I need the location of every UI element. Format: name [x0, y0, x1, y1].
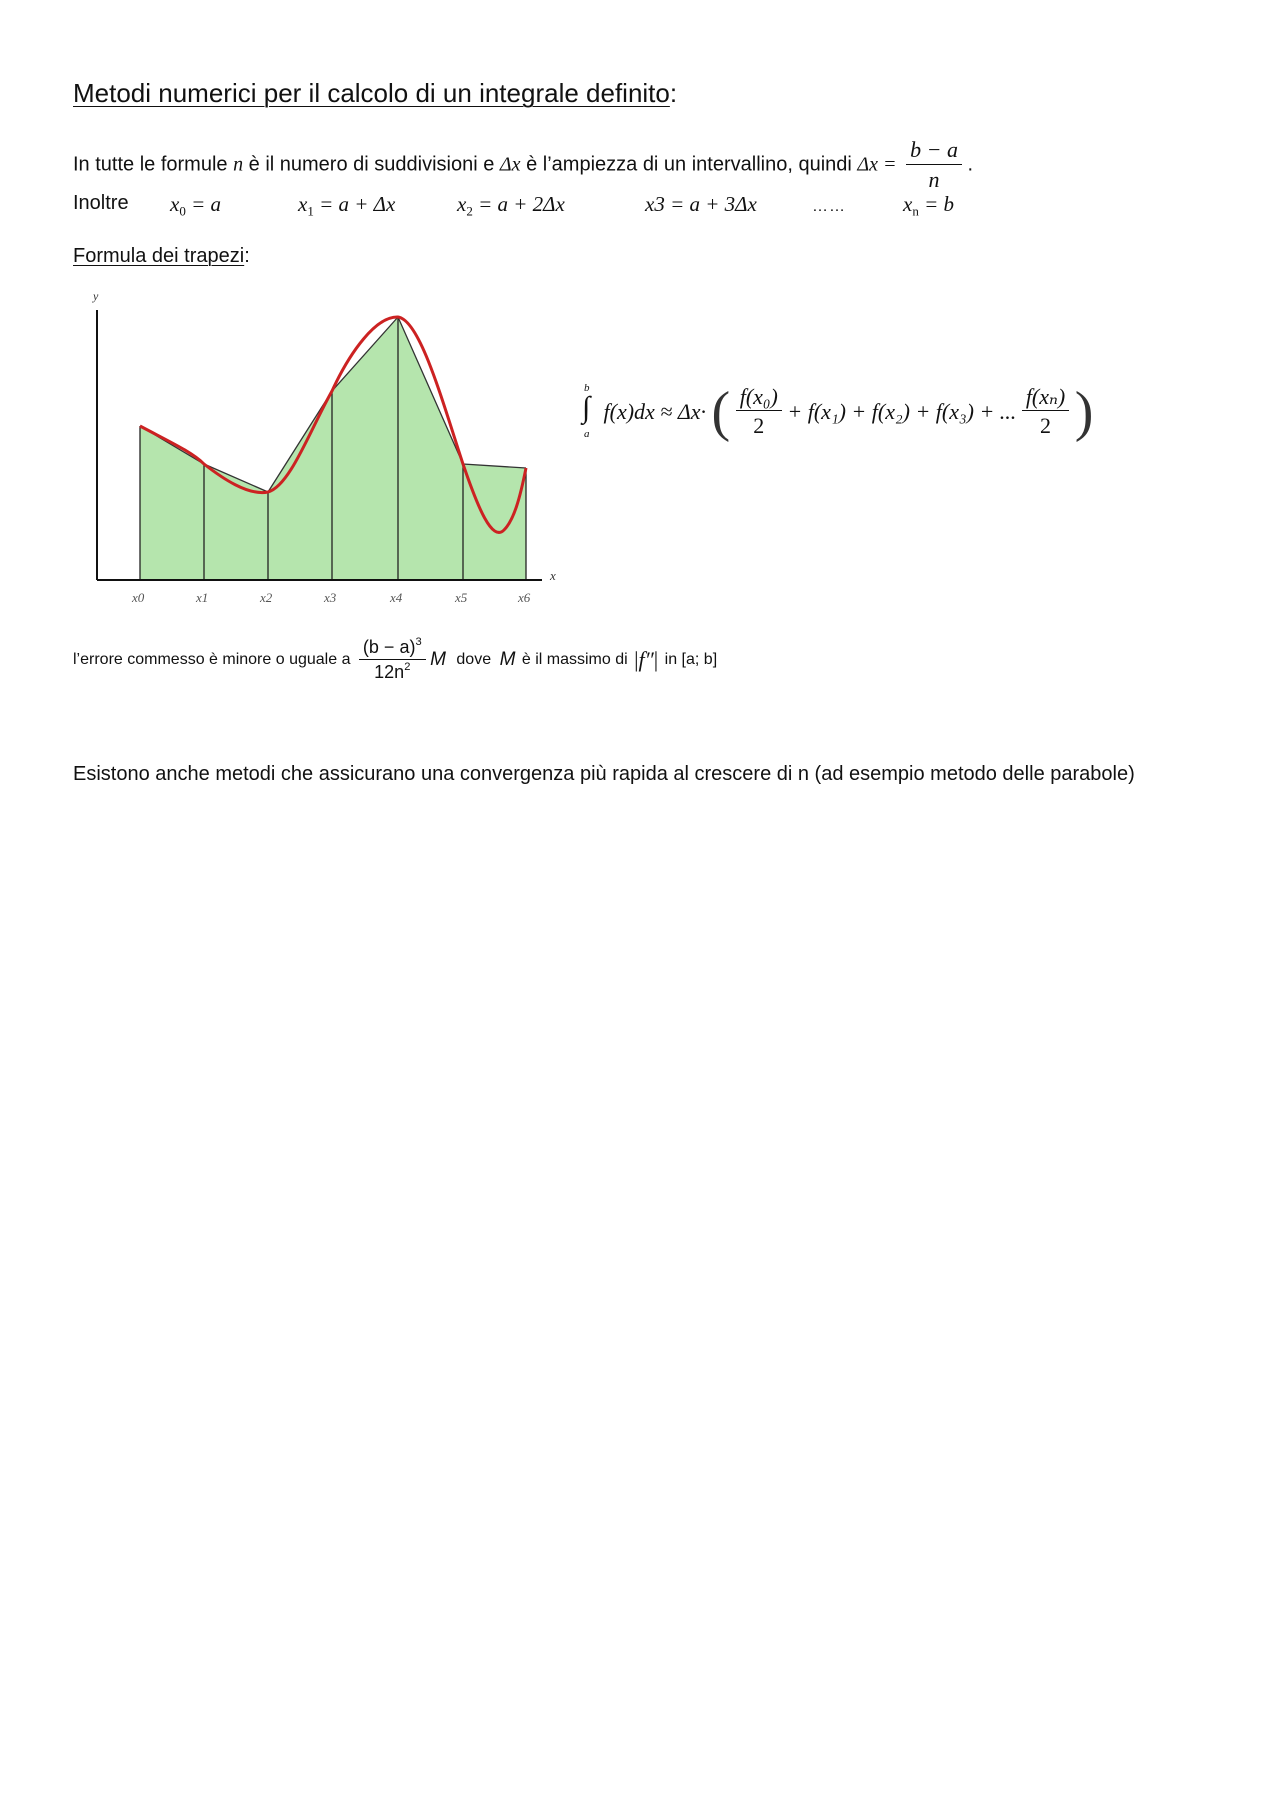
x3-definition: x3 = a + 3Δx [645, 192, 757, 216]
tick-label-x1: x1 [196, 590, 209, 605]
upper-limit: b [584, 382, 590, 394]
delta-x-symbol: Δx [499, 153, 521, 176]
integral-sign: b ∫ a [582, 382, 591, 440]
x0-definition: $x_0 = a$ [170, 192, 222, 219]
delta-x-equation: Δx = [857, 153, 897, 176]
tick-label-x3: x3 [324, 590, 337, 605]
lower-limit: a [584, 428, 590, 440]
integrand: f(x)dx ≈ Δx· [603, 399, 707, 424]
inoltre-label: Inoltre [73, 192, 129, 214]
trapezoid-formula: b ∫ a f(x)dx ≈ Δx· ( $\frac{\text{f(x₀)}}{2}$ + f(x₁) + f(x₂) + f(x₃) + ... $\frac{\text{f(xₙ)}}{2}$ ) [582, 381, 1094, 443]
tick-label-x0: x0 [132, 590, 145, 605]
second-derivative-abs: |f″| [634, 646, 659, 672]
tick-label-x6: x6 [518, 590, 531, 605]
xn-definition: $x_n = b$ [903, 192, 955, 219]
error-fraction: $\frac{(b - a)^3}{12n^2}$ [359, 636, 426, 684]
section-heading: Formula dei trapezi: [73, 245, 250, 267]
x2-definition: $x_2 = a + 2\Delta x$ [457, 192, 565, 219]
last-term-fraction: $\frac{\text{f(xₙ)}}{2}$ [1022, 383, 1069, 441]
middle-terms: + f(x₁) + f(x₂) + f(x₃) + ... [787, 399, 1017, 424]
tick-label-x4: x4 [390, 590, 403, 605]
closing-paragraph: Esistono anche metodi che assicurano una convergenza più rapida al crescere di n (ad esempio metodo delle parabole) [73, 763, 1135, 785]
delta-x-fraction: $\frac{b - a}{n}$ [906, 136, 962, 194]
page-title: Metodi numerici per il calcolo di un integrale definito: [73, 78, 678, 108]
intro-line: In tutte le formule n è il numero di suddivisioni e Δx è l’ampiezza di un intervallino, quindi Δx = $\frac{b - a}{n}$ . [73, 136, 973, 194]
tick-label-x5: x5 [455, 590, 468, 605]
error-bound: l’errore commesso è minore o uguale a $\frac{(b - a)^3}{12n^2}$ M dove M è il massimo di |f″| in [a; b] [73, 636, 717, 684]
first-term-fraction: $\frac{\text{f(x₀)}}{2}$ [736, 383, 782, 441]
ellipsis: …… [812, 198, 846, 215]
y-axis-label: y [93, 289, 99, 303]
trapezoid-figure [80, 280, 580, 610]
trapezoid-area [140, 317, 526, 580]
n-symbol: n [233, 153, 244, 176]
x1-definition: $x_1 = a + \Delta x$ [298, 192, 396, 219]
x-axis-label: x [550, 568, 556, 583]
tick-label-x2: x2 [260, 590, 273, 605]
